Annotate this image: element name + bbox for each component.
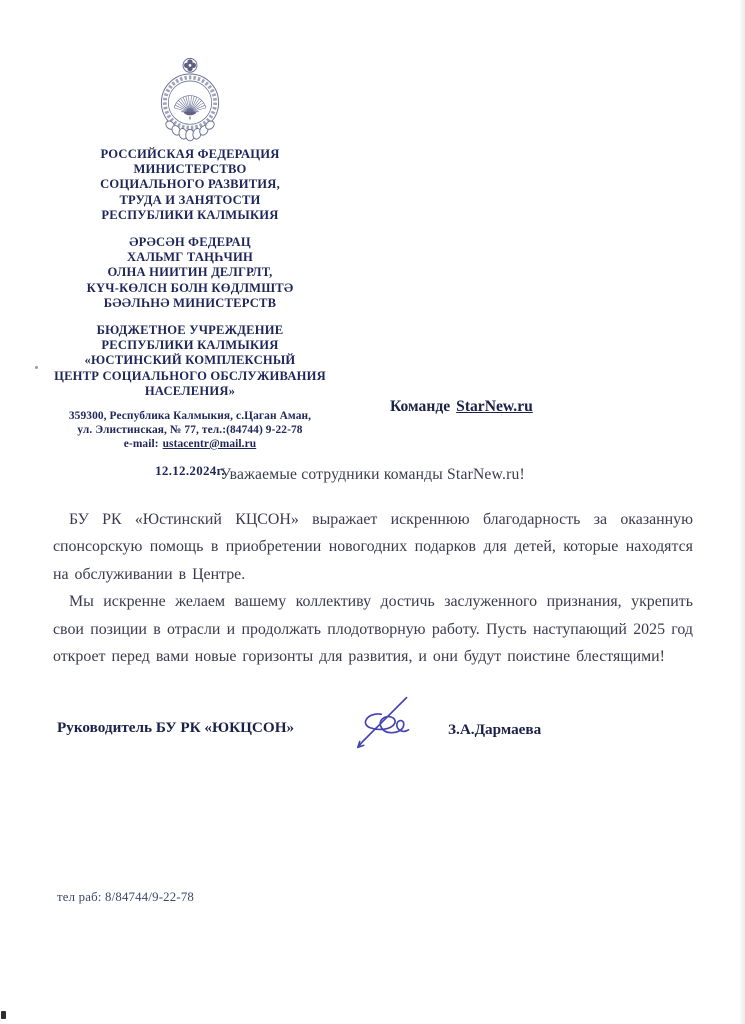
letterhead-line: ӘРӘСӘН ФЕДЕРАЦ [129,235,251,250]
letterhead-line: ЦЕНТР СОЦИАЛЬНОГО ОБСЛУЖИВАНИЯ [54,368,326,383]
postal-address [45,410,335,451]
letterhead-line: СОЦИАЛЬНОГО РАЗВИТИЯ, [100,177,280,192]
letterhead-line: РЕСПУБЛИКИ КАЛМЫКИЯ [101,207,279,222]
letterhead-line: ОЛНА НИИТИН ДЕЛГРЛТ, [107,265,273,280]
body-paragraph-1: БУ РК «Юстинский КЦСОН» выражает искреннюю благодарность за оказанную спонсорскую помощь в приобретении новогодних подарков для детей, которые находятся на обслуживании в Центре. [53,511,693,583]
address-line: ул. Элистинская, № 77, тел.:(84744) 9-22-78 [77,423,303,436]
letterhead-line: РОССИЙСКАЯ ФЕДЕРАЦИЯ [100,147,280,161]
scan-edge-shadow [739,0,745,1024]
kalmykia-coat-of-arms-icon [151,55,229,145]
letter-date: 12.12.2024г. [155,463,225,479]
email-label: e-mail: [123,437,159,450]
recipient-line [390,398,533,416]
letterhead-line: БЮДЖЕТНОЕ УЧРЕЖДЕНИЕ [96,323,284,338]
institution-name-block [45,323,335,399]
letterhead [45,55,335,479]
body-paragraph-2: Мы искренне желаем вашему коллективу достичь заслуженного признания, укрепить свои позиции в отрасли и продолжать плодотворную работу. Пусть наступающий 2025 год откроет перед вами новые горизонты для развития, и они будут поистине блестящими! [53,593,693,666]
letterhead-line: РЕСПУБЛИКИ КАЛМЫКИЯ [101,338,279,353]
letter-body [53,506,693,670]
signer-name: З.А.Дармаева [448,721,542,738]
letterhead-line: БӘӘЛҺНӘ МИНИСТЕРСТВ [103,295,277,310]
recipient-prefix: Команде [390,398,451,415]
federation-ministry-block [45,147,335,223]
email-line [45,438,335,452]
email-address: ustacentr@mail.ru [162,437,257,450]
signer-title: Руководитель БУ РК «ЮКЦСОН» [57,719,295,736]
recipient-name: StarNew.ru [456,398,533,415]
work-phone: тел раб: 8/84744/9-22-78 [57,890,195,904]
letterhead-line: «ЮСТИНСКИЙ КОМПЛЕКСНЫЙ [84,353,296,368]
letterhead-line: МИНИСТЕРСТВО [133,162,247,177]
letterhead-line: ХАЛЬМГ ТАҢҺЧИН [127,250,253,265]
letterhead-line: ТРУДА И ЗАНЯТОСТИ [119,192,261,207]
scan-corner-mark [1,1011,6,1019]
handwritten-signature-icon [350,691,428,753]
letterhead-line: НАСЕЛЕНИЯ» [144,383,236,398]
scan-speck [35,366,38,369]
kalmyk-ministry-block [45,235,335,311]
letterhead-line: КҮЧ-КӨЛСН БОЛН КӨДЛМШТӘ [86,280,294,295]
salutation: Уважаемые сотрудники команды StarNew.ru! [220,466,525,483]
address-line: 359300, Республика Калмыкия, с.Цаган Аман, [68,410,312,423]
